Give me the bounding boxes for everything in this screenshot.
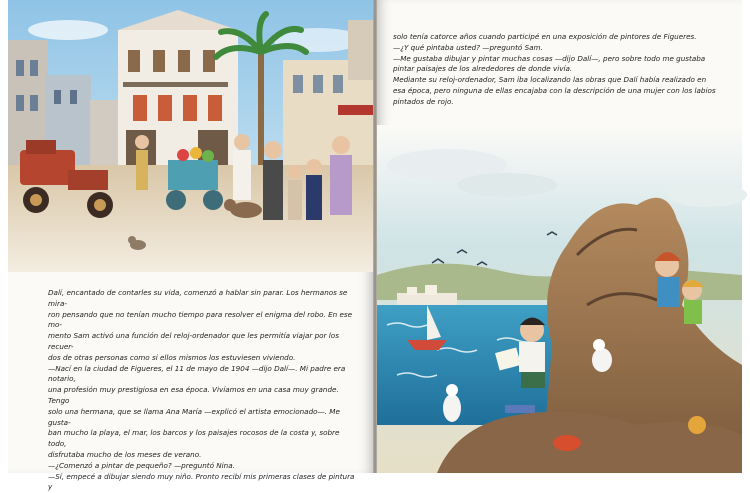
right-line-4: pintar paisajes de los alrededores de donde vivía. [393, 64, 573, 74]
right-line-2: —¿Y qué pintaba usted? —preguntó Sam. [393, 42, 543, 52]
right-line-6: esa época, pero ninguna de ellas encajaba con la descripción de una mujer con los labios [393, 85, 716, 95]
left-line-10: —¿Comenzó a pintar de pequeño? —preguntó Nina. [48, 460, 235, 470]
left-line-8: ban mucho la playa, el mar, los barcos y los paisajes rocosos de la costa y, sobre todo, [48, 428, 340, 449]
right-line-3: —Me gustaba dibujar y pintar muchas cosas —dijo Dalí—, pero sobre todo me gustaba [393, 53, 706, 63]
left-page [8, 0, 373, 492]
left-line-1: Dalí, encantado de contarles su vida, comenzó a hablar sin parar. Los hermanos se mira- [48, 288, 348, 308]
right-page-text [393, 32, 729, 108]
left-line-7: solo una hermana, que se llama Ana María —explicó el artista emocionado—. Me gusta- [48, 406, 340, 427]
right-line-1: solo tenía catorce años cuando participé en una exposición de pintores de Figueres. [393, 32, 697, 41]
left-line-6: una profesión muy prestigiosa en esa época. Vivíamos en una casa muy grande. Tengo [48, 385, 339, 405]
right-line-7: pintados de rojo. [393, 96, 454, 106]
town-street-illustration [8, 0, 373, 272]
left-line-3: mento Sam activó una función del reloj-ordenador que les permitía viajar por los recuer- [48, 331, 339, 351]
left-line-11: —Sí, empecé a dibujar siendo muy niño. Pronto recibí mis primeras clases de pintura y [48, 471, 355, 492]
left-line-9: disfrutaba mucho de los meses de verano. [48, 449, 202, 459]
right-page [377, 0, 742, 473]
left-page-text [48, 288, 360, 493]
left-line-4: dos de otras personas como si ellos mismos los estuviesen viviendo. [48, 352, 296, 362]
left-line-5: —Nací en la ciudad de Figueres, el 11 de mayo de 1904 —dijo Dalí—. Mi padre era notario, [48, 363, 346, 384]
coastal-rocks-illustration [377, 125, 742, 473]
right-line-5: Mediante su reloj-ordenador, Sam iba localizando las obras que Dalí había realizado en [393, 75, 707, 85]
left-line-2: ron pensando que no tenían mucho tiempo para resolver el enigma del robo. En ese mo- [48, 309, 353, 330]
